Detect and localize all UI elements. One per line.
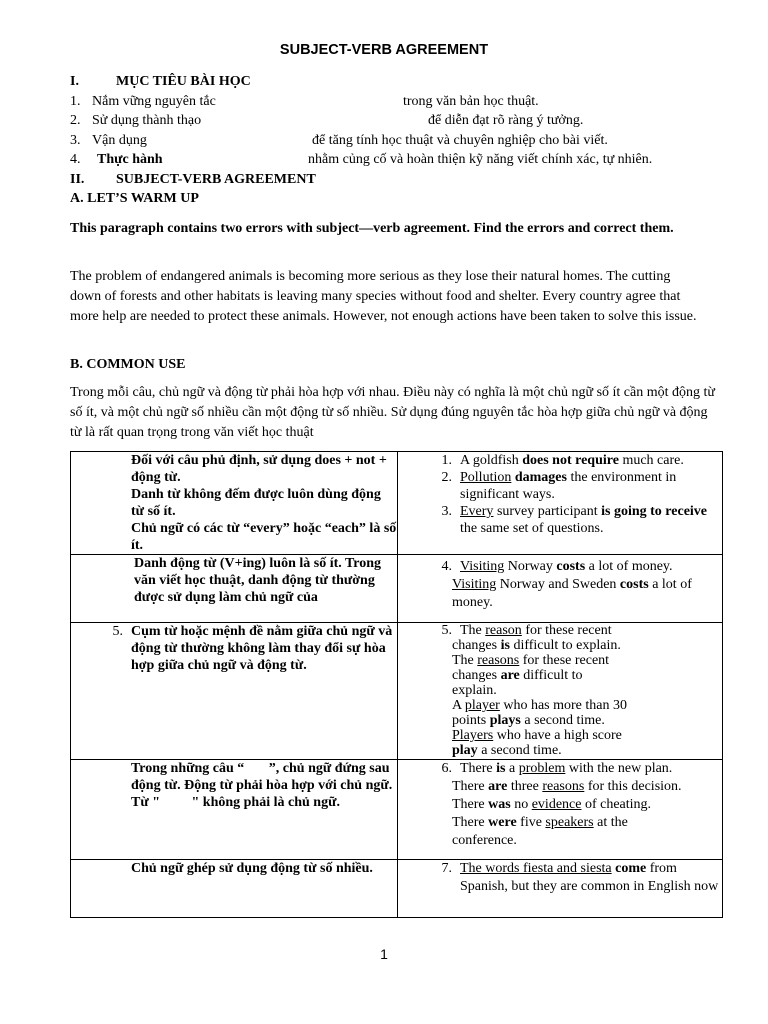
example-text: three <box>507 779 543 794</box>
example-number: 4. <box>441 559 452 574</box>
example-text: changes <box>452 668 501 683</box>
example-cell <box>398 760 723 860</box>
rule-cell <box>71 760 398 860</box>
objective-2-right: để diễn đạt rõ ràng ý tưởng. <box>428 113 584 128</box>
example-continuation: conference. <box>452 833 517 848</box>
example-text: a lot of money. <box>585 559 673 574</box>
example-subject: Visiting <box>460 559 505 574</box>
example-text: There <box>452 815 489 830</box>
example-text: the same set of questions. <box>460 521 604 536</box>
example-text: There <box>452 779 489 794</box>
example-cell <box>398 623 723 760</box>
example-text: who has more than 30 <box>499 698 627 713</box>
example-text: of cheating. <box>581 797 652 812</box>
rule-text: Danh động từ (V+ing) luôn là số ít. Trong văn viết học thuật, danh động từ thường được sử dụng làm chủ ngữ của <box>134 556 382 605</box>
example-text: The <box>452 653 478 668</box>
table-row <box>71 555 723 623</box>
example-subject: evidence <box>531 797 582 812</box>
example-text: with the new plan. <box>565 761 673 776</box>
example-verb: were <box>488 815 517 830</box>
rule-text: Cụm từ hoặc mệnh đề nằm giữa chủ ngữ và động từ thường không làm thay đổi sự hòa hợp giữa chủ ngữ và động từ. <box>131 624 393 673</box>
rule-cell <box>71 623 398 760</box>
example-cell <box>398 452 723 555</box>
example-continuation <box>398 576 722 612</box>
section1-number: I. <box>70 74 79 89</box>
example-continuation: explain. <box>452 683 497 698</box>
example-text: the environment in significant ways. <box>460 470 677 502</box>
example-item <box>398 760 722 778</box>
example-continuation <box>398 653 722 668</box>
example-text: The <box>460 623 486 638</box>
example-text: survey participant <box>493 504 602 519</box>
rule-text: Trong những câu “ ”, chủ ngữ đứng sau động từ. Động từ phải hòa hợp với chủ ngữ. <box>131 761 393 793</box>
example-continuation <box>398 638 722 653</box>
example-item <box>398 558 722 576</box>
example-text: for these recent <box>521 623 612 638</box>
objective-1-right: trong văn bản học thuật. <box>403 94 539 109</box>
example-text: from Spanish, but they are common in English now <box>460 861 719 894</box>
example-subject: speakers <box>545 815 594 830</box>
example-verb: costs <box>556 559 586 574</box>
example-item <box>398 452 722 469</box>
example-subject: Pollution <box>460 470 512 485</box>
example-subject: reasons <box>542 779 585 794</box>
example-number: 5. <box>441 623 452 638</box>
part-a-heading: A. LET’S WARM UP <box>70 191 199 206</box>
example-text: points <box>452 713 490 728</box>
example-verb: costs <box>619 577 649 592</box>
example-verb: is going to receive <box>601 504 708 519</box>
example-subject: reasons <box>477 653 520 668</box>
example-verb: are <box>500 668 520 683</box>
rule-text: Chủ ngữ có các từ “every” hoặc “each” là số ít. <box>131 521 397 553</box>
example-verb: does not require <box>522 453 619 468</box>
example-text: changes <box>452 638 501 653</box>
example-text: no <box>510 797 532 812</box>
part-b-heading: B. COMMON USE <box>70 357 186 372</box>
example-number: 3. <box>441 504 452 519</box>
example-verb: damages <box>511 470 567 485</box>
example-continuation <box>398 796 722 814</box>
example-verb: play <box>452 743 478 758</box>
section1-heading: MỤC TIÊU BÀI HỌC <box>116 74 251 89</box>
example-continuation <box>398 668 722 683</box>
example-subject: Visiting <box>452 577 497 592</box>
page-title: SUBJECT-VERB AGREEMENT <box>279 42 489 58</box>
objective-3-left: Vận dụng <box>92 133 147 148</box>
table-row <box>71 623 723 760</box>
example-continuation <box>398 698 722 713</box>
example-continuation <box>398 743 722 758</box>
example-text: at the <box>593 815 628 830</box>
example-text: a lot of money. <box>452 577 692 610</box>
objective-4-number: 4. <box>70 152 81 167</box>
example-text: for these recent <box>519 653 610 668</box>
example-continuation <box>398 728 722 743</box>
example-text: There <box>460 761 497 776</box>
example-continuation <box>398 778 722 796</box>
table-row <box>71 760 723 860</box>
example-text: Norway <box>504 559 557 574</box>
example-verb: is <box>500 638 510 653</box>
example-continuation <box>398 713 722 728</box>
rule-cell <box>71 452 398 555</box>
example-subject: Players <box>452 728 494 743</box>
example-subject: The words fiesta and siesta <box>460 861 612 876</box>
example-text: A <box>452 698 465 713</box>
example-subject: reason <box>485 623 522 638</box>
example-number: 7. <box>441 861 452 876</box>
example-verb: are <box>488 779 508 794</box>
example-number: 1. <box>441 453 452 468</box>
rule-cell <box>71 860 398 918</box>
objective-1-left: Nắm vững nguyên tắc <box>92 94 216 109</box>
rule-number: 5. <box>112 624 123 639</box>
rule-text: Chủ ngữ ghép sử dụng động từ số nhiều. <box>131 861 373 876</box>
common-use-intro: Trong mỗi câu, chủ ngữ và động từ phải hòa hợp với nhau. Điều này có nghĩa là một chủ ngữ số ít cần một động từ số ít, và một chủ ngữ số nhiều cần một động từ số nhiều. Sử dụng đúng nguyên tắc hòa hợp giữa chủ ngữ và động từ là rất quan trọng trong văn viết học thuật <box>70 385 715 440</box>
objective-3-right: để tăng tính học thuật và chuyên nghiệp cho bài viết. <box>312 133 608 148</box>
rule-text: Từ " " không phải là chủ ngữ. <box>131 795 340 810</box>
example-text: a <box>505 761 519 776</box>
warmup-paragraph: The problem of endangered animals is becoming more serious as they lose their natural homes. The cutting down of forests and other habitats is leaving many species without food and shelter. Every country agree that more help are needed to protect these animals. However, not enough actions have been taken to solve this issue. <box>70 269 697 324</box>
example-verb: come <box>611 861 647 876</box>
section2-number: II. <box>70 172 85 187</box>
example-verb: is <box>496 761 506 776</box>
example-text: five <box>516 815 546 830</box>
example-cell <box>398 860 723 918</box>
objective-2-left: Sử dụng thành thạo <box>92 113 202 128</box>
example-verb: was <box>488 797 511 812</box>
rules-table <box>70 451 723 918</box>
example-text: There <box>452 797 489 812</box>
example-cell <box>398 555 723 623</box>
example-item <box>398 469 722 503</box>
example-text: A goldfish <box>460 453 523 468</box>
example-text: much care. <box>618 453 684 468</box>
example-item <box>398 503 722 537</box>
example-item <box>398 860 722 896</box>
example-continuation <box>398 814 722 832</box>
example-subject: problem <box>518 761 566 776</box>
rule-text: Đối với câu phủ định, sử dụng does + not + động từ. <box>131 453 387 485</box>
example-text: difficult to <box>519 668 583 683</box>
example-verb: plays <box>489 713 521 728</box>
example-text: for this decision. <box>584 779 682 794</box>
objective-1-number: 1. <box>70 94 81 109</box>
rule-text: Danh từ không đếm được luôn dùng động từ số ít. <box>131 487 381 519</box>
objective-2-number: 2. <box>70 113 81 128</box>
table-row <box>71 860 723 918</box>
example-subject: player <box>464 698 500 713</box>
example-number: 2. <box>441 470 452 485</box>
objective-4-left: Thực hành <box>97 152 163 167</box>
objective-3-number: 3. <box>70 133 81 148</box>
objective-4-right: nhằm củng cố và hoàn thiện kỹ năng viết chính xác, tự nhiên. <box>308 152 653 167</box>
example-text: difficult to explain. <box>509 638 621 653</box>
rule-cell <box>71 555 398 623</box>
example-subject: Every <box>460 504 494 519</box>
example-text: Norway and Sweden <box>496 577 620 592</box>
example-number: 6. <box>441 761 452 776</box>
example-text: a second time. <box>477 743 562 758</box>
example-item <box>398 623 722 638</box>
example-text: a second time. <box>520 713 605 728</box>
table-row <box>71 452 723 555</box>
section2-heading: SUBJECT-VERB AGREEMENT <box>116 172 316 187</box>
warmup-instruction: This paragraph contains two errors with subject—verb agreement. Find the errors and correct them. <box>70 221 674 236</box>
example-text: who have a high score <box>493 728 622 743</box>
page-number: 1 <box>380 946 388 962</box>
